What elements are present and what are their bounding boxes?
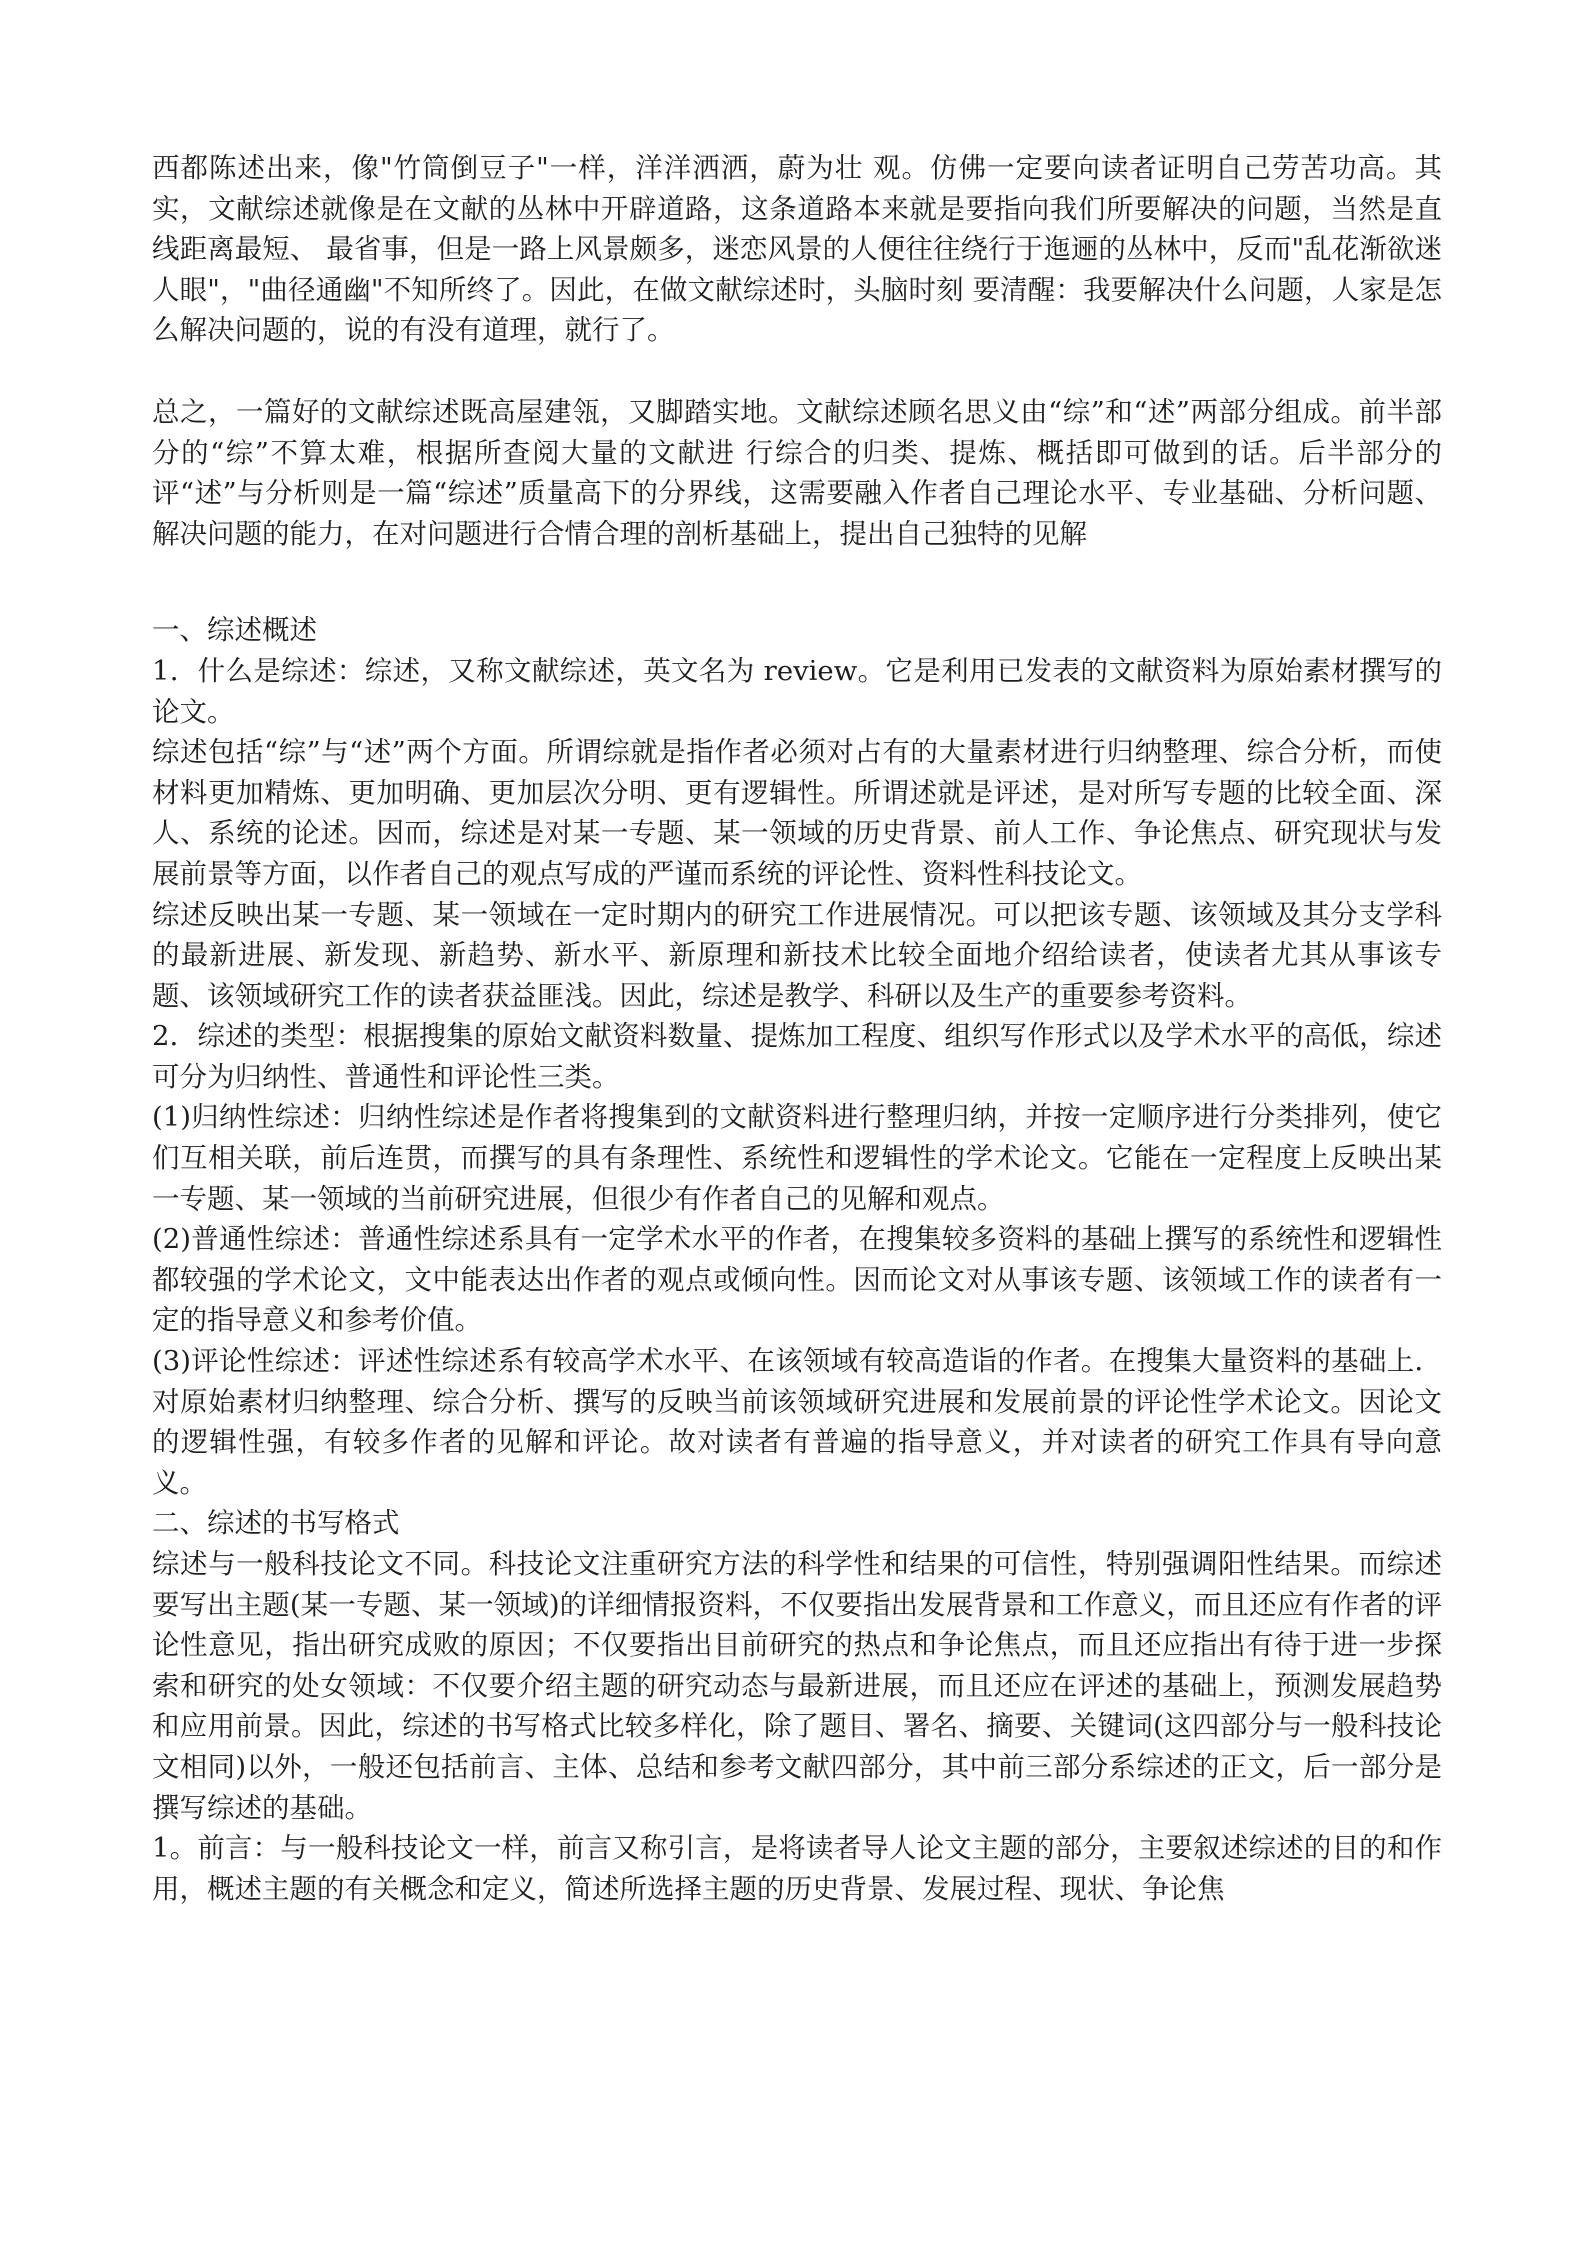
section-1-paragraph-2: 综述包括“综”与“述”两个方面。所谓综就是指作者必须对占有的大量素材进行归纳整理、综合分析，而使材料更加精炼、更加明确、更加层次分明、更有逻辑性。所谓述就是评述，是对所写专题的比较全面、深人、系统的论述。因而，综述是对某一专题、某一领域的历史背景、前人工作、争论焦点、研究现状与发展前景等方面，以作者自己的观点写成的严谨而系统的评论性、资料性科技论文。 [152,736,1442,890]
section-2-paragraph-1: 综述与一般科技论文不同。科技论文注重研究方法的科学性和结果的可信性，特别强调阳性结果。而综述要写出主题(某一专题、某一领域)的详细情报资料，不仅要指出发展背景和工作意义，而且还应有作者的评论性意见，指出研究成败的原因；不仅要指出目前研究的热点和争论焦点，而且还应指出有待于进一步探索和研究的处女领域：不仅要介绍主题的研究动态与最新进展，而且还应在评述的基础上，预测发展趋势和应用前景。因此，综述的书写格式比较多样化，除了题目、署名、摘要、关键词(这四部分与一般科技论文相同)以外，一般还包括前言、主体、总结和参考文献四部分，其中前三部分系综述的正文，后一部分是撰写综述的基础。 [152,1548,1442,1824]
section-1-paragraph-3: 综述反映出某一专题、某一领域在一定时期内的研究工作进展情况。可以把该专题、该领域及其分支学科的最新进展、新发现、新趋势、新水平、新原理和新技术比较全面地介绍给读者，使读者尤其从事该专题、该领域研究工作的读者获益匪浅。因此，综述是教学、科研以及生产的重要参考资料。 [152,898,1442,1012]
section-1-paragraph-7: (3)评论性综述：评述性综述系有较高学术水平、在该领域有较高造诣的作者。在搜集大量资料的基础上．对原始素材归纳整理、综合分析、撰写的反映当前该领域研究进展和发展前景的评论性学术论文。因论文的逻辑性强，有较多作者的见解和评论。故对读者有普遍的指导意义，并对读者的研究工作具有导向意义。 [152,1345,1442,1499]
section-2-paragraph-2: 1。前言：与一般科技论文一样，前言又称引言，是将读者导人论文主题的部分，主要叙述综述的目的和作用，概述主题的有关概念和定义，简述所选择主题的历史背景、发展过程、现状、争论焦 [152,1832,1442,1905]
intro-paragraph-2: 总之，一篇好的文献综述既高屋建瓴，又脚踏实地。文献综述顾名思义由“综”和“述”两部分组成。前半部分的“综”不算太难，根据所查阅大量的文献进 行综合的归类、提炼、概括即可做到的话。后半部分的评“述”与分析则是一篇“综述”质量高下的分界线，这需要融入作者自己理论水平、专业基础、分析问题、 解决问题的能力，在对问题进行合情合理的剖析基础上，提出自己独特的见解 [152,395,1442,550]
section-1-paragraph-1: 1．什么是综述：综述，又称文献综述，英文名为 review。它是利用已发表的文献资料为原始素材撰写的论文。 [152,654,1442,728]
document-page [152,148,1442,1909]
section-2-heading: 二、综述的书写格式 [152,1507,400,1540]
section-spacer [152,554,1442,610]
section-1-paragraph-4: 2．综述的类型：根据搜集的原始文献资料数量、提炼加工程度、组织写作形式以及学术水平的高低，综述可分为归纳性、普通性和评论性三类。 [152,1020,1442,1093]
section-1-heading: 一、综述概述 [152,614,317,647]
section-1-paragraph-5: (1)归纳性综述：归纳性综述是作者将搜集到的文献资料进行整理归纳，并按一定顺序进行分类排列，使它们互相关联，前后连贯，而撰写的具有条理性、系统性和逻辑性的学术论文。它能在一定程度上反映出某一专题、某一领域的当前研究进展，但很少有作者自己的见解和观点。 [152,1101,1442,1215]
paragraph-spacer [152,351,1442,392]
intro-paragraph-1: 西都陈述出来，像"竹筒倒豆子"一样，洋洋洒洒，蔚为壮 观。仿佛一定要向读者证明自己劳苦功高。其实，文献综述就像是在文献的丛林中开辟道路，这条道路本来就是要指向我们所要解决的问题，当然是直线距离最短、 最省事，但是一路上风景颇多，迷恋风景的人便往往绕行于迤逦的丛林中，反而"乱花渐欲迷人眼"，"曲径通幽"不知所终了。因此，在做文献综述时，头脑时刻 要清醒：我要解决什么问题，人家是怎么解决问题的，说的有没有道理，就行了。 [152,152,1442,347]
section-1-paragraph-6: (2)普通性综述：普通性综述系具有一定学术水平的作者，在搜集较多资料的基础上撰写的系统性和逻辑性都较强的学术论文，文中能表达出作者的观点或倾向性。因而论文对从事该专题、该领域工作的读者有一定的指导意义和参考价值。 [152,1223,1442,1337]
